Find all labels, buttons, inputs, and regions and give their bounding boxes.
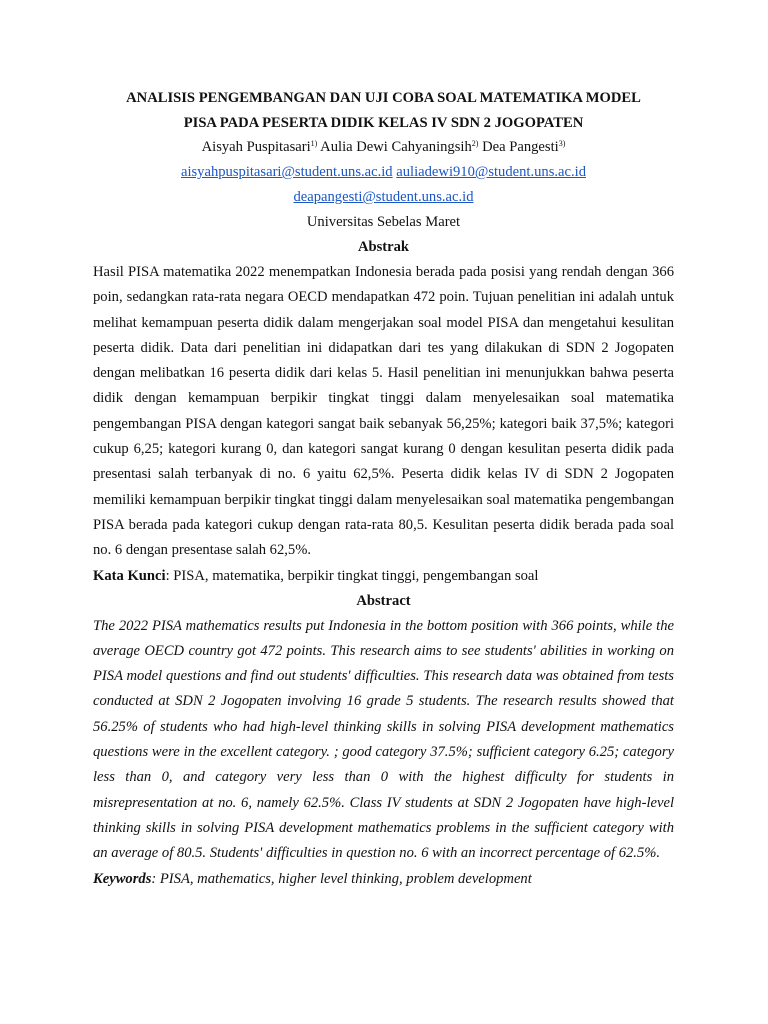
paper-title-line-2: PISA PADA PESERTA DIDIK KELAS IV SDN 2 JOGOPATEN [183, 114, 584, 131]
email-line [93, 160, 674, 185]
keywords-value: : PISA, matematika, berpikir tingkat tinggi, pengembangan soal [165, 567, 539, 584]
author-name: Aisyah Puspitasari [201, 139, 311, 155]
abstract-heading-id: Abstrak [357, 239, 410, 255]
author-list [93, 135, 674, 160]
keywords-id [93, 564, 674, 589]
author-mark: 1) [310, 139, 318, 148]
keywords-label: Keywords [93, 870, 152, 887]
author-name: Aulia Dewi Cahyaningsih [320, 139, 472, 155]
email-link[interactable]: auliadewi910@student.uns.ac.id [396, 164, 587, 180]
paper-title-line-1: ANALISIS PENGEMBANGAN DAN UJI COBA SOAL MATEMATIKA MODEL [126, 90, 641, 106]
paper-page [93, 86, 674, 892]
affiliation: Universitas Sebelas Maret [306, 214, 461, 230]
email-link[interactable]: deapangesti@student.uns.ac.id [293, 189, 474, 205]
abstract-text-en: The 2022 PISA mathematics results put Indonesia in the bottom position with 366 points, while the average OECD country got 472 points. This research aims to see students' abilities in working on PISA model questions and find out students' difficulties. This research data was obtained from tests conducted at SDN 2 Jogopaten involving 16 grade 5 students. The research results showed that 56.25% of students who had high-level thinking skills in solving PISA development mathematics questions were in the excellent category. ; good category 37.5%; sufficient category 6.25; category less than 0, and category very less than 0 with the highest difficulty for students in misrepresentation at no. 6, namely 62.5%. Class IV students at SDN 2 Jogopaten have high-level thinking skills in solving PISA development mathematics problems in the sufficient category with an average of 80.5. Students' difficulties in question no. 6 with an incorrect percentage of 62.5%. [93, 617, 674, 862]
email-line [93, 185, 674, 210]
author-name: Dea Pangesti [482, 139, 559, 155]
keywords-label: Kata Kunci [93, 567, 166, 584]
author-mark: 2) [471, 139, 479, 148]
keywords-en [93, 867, 674, 892]
keywords-value: : PISA, mathematics, higher level thinking, problem development [151, 870, 532, 887]
abstract-heading-en: Abstract [356, 592, 411, 609]
author-mark: 3) [558, 139, 566, 148]
email-link[interactable]: aisyahpuspitasari@student.uns.ac.id [180, 164, 393, 180]
abstract-text-id: Hasil PISA matematika 2022 menempatkan Indonesia berada pada posisi yang rendah dengan 366 poin, sedangkan rata-rata negara OECD mendapatkan 472 poin. Tujuan penelitian ini adalah untuk melihat kemampuan peserta didik dalam mengerjakan soal model PISA dan mengetahui kesulitan peserta didik. Data dari penelitian ini didapatkan dari tes yang dilakukan di SDN 2 Jogopaten dengan melibatkan 16 peserta didik dari kelas 5. Hasil penelitian ini menunjukkan bahwa peserta didik dengan kemampuan berpikir tingkat tinggi dalam menyelesaikan soal matematika pengembangan PISA dengan kategori sangat baik sebanyak 56,25%; kategori baik 37,5%; kategori cukup 6,25; kategori kurang 0, dan kategori sangat kurang 0 dengan kesulitan peserta didik pada presentasi salah terbanyak di no. 6 yaitu 62,5%. Peserta didik kelas IV di SDN 2 Jogopaten memiliki kemampuan berpikir tingkat tinggi dalam menyelesaikan soal matematika pengembangan PISA berada pada kategori cukup dengan rata-rata 80,5. Kesulitan peserta didik berada pada soal no. 6 dengan presentase salah 62,5%. [93, 264, 674, 559]
